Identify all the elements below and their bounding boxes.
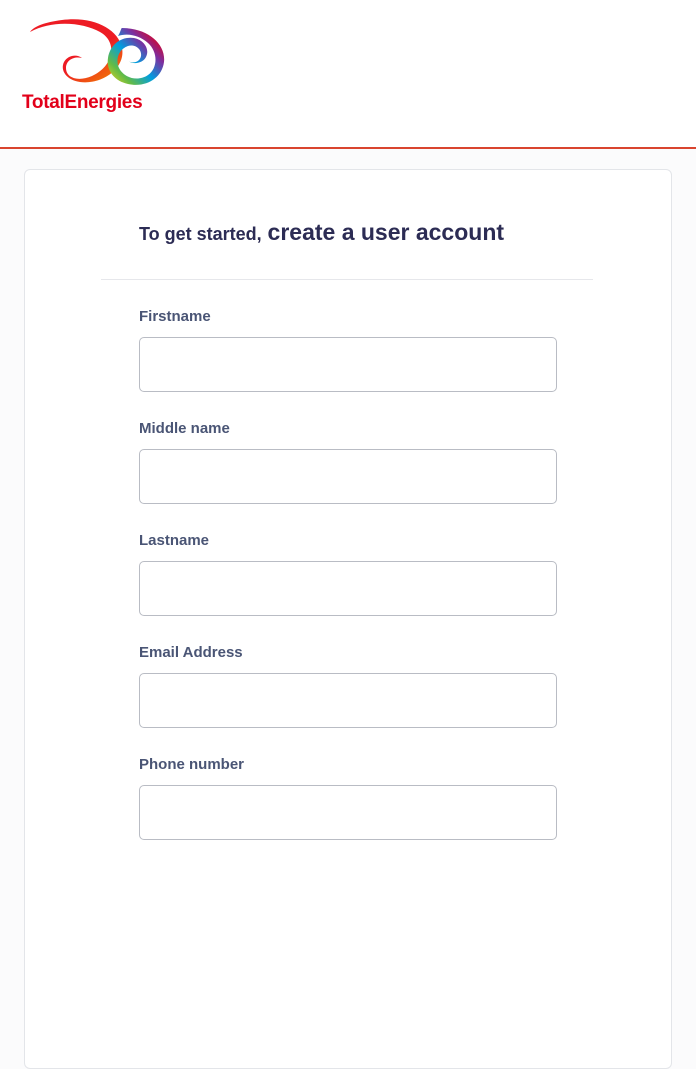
page-title-lead: To get started, — [139, 224, 262, 244]
signup-card — [24, 169, 672, 1069]
middle-name-input[interactable] — [139, 449, 557, 504]
page-title — [139, 216, 599, 249]
page-body — [0, 149, 696, 1069]
page-title-emphasis: create a user account — [267, 219, 505, 245]
field-label-phone-number: Phone number — [139, 756, 245, 774]
field-label-lastname: Lastname — [139, 532, 210, 550]
site-header — [0, 0, 696, 149]
firstname-input[interactable] — [139, 337, 557, 392]
field-phone-number — [139, 756, 599, 840]
email-address-input[interactable] — [139, 673, 557, 728]
field-label-middle-name: Middle name — [139, 420, 230, 438]
totalenergies-logo-icon — [22, 10, 172, 90]
lastname-input[interactable] — [139, 561, 557, 616]
field-firstname — [139, 308, 599, 392]
field-middle-name — [139, 420, 599, 504]
field-label-email-address: Email Address — [139, 644, 243, 662]
phone-number-input[interactable] — [139, 785, 557, 840]
brand-logo[interactable] — [22, 10, 192, 120]
title-divider — [101, 279, 593, 280]
field-label-firstname: Firstname — [139, 308, 211, 326]
brand-name: TotalEnergies — [22, 92, 143, 113]
field-lastname — [139, 532, 599, 616]
field-email-address — [139, 644, 599, 728]
